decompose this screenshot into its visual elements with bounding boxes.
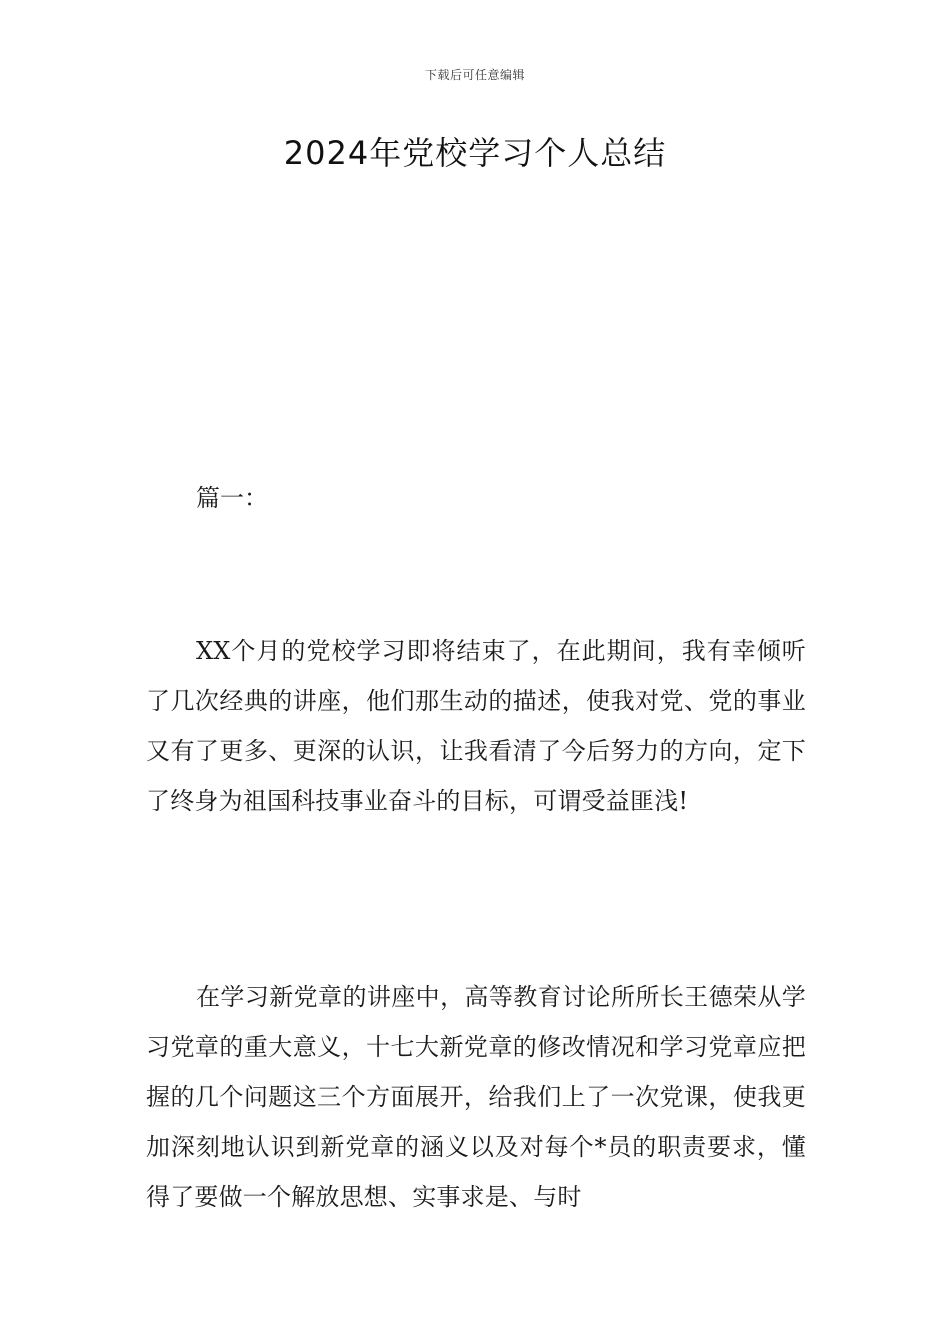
section-heading: 篇一： — [196, 484, 268, 512]
body-paragraph-2: 在学习新党章的讲座中，高等教育讨论所所长王德荣从学习党章的重大意义，十七大新党章的修改情况和学习党章应把握的几个问题这三个方面展开，给我们上了一次党课，使我更加深刻地认识到新党章的涵义以及对每个*员的职责要求，懂得了要做一个解放思想、实事求是、与时 — [146, 983, 806, 1211]
header-note: 下载后可任意编辑 — [424, 68, 525, 82]
body-paragraph-1: XX个月的党校学习即将结束了，在此期间，我有幸倾听了几次经典的讲座，他们那生动的描述，使我对党、党的事业又有了更多、更深的认识，让我看清了今后努力的方向，定下了终身为祖国科技事业奋斗的目标，可谓受益匪浅! — [146, 637, 806, 815]
document-title: 2024年党校学习个人总结 — [283, 134, 667, 172]
